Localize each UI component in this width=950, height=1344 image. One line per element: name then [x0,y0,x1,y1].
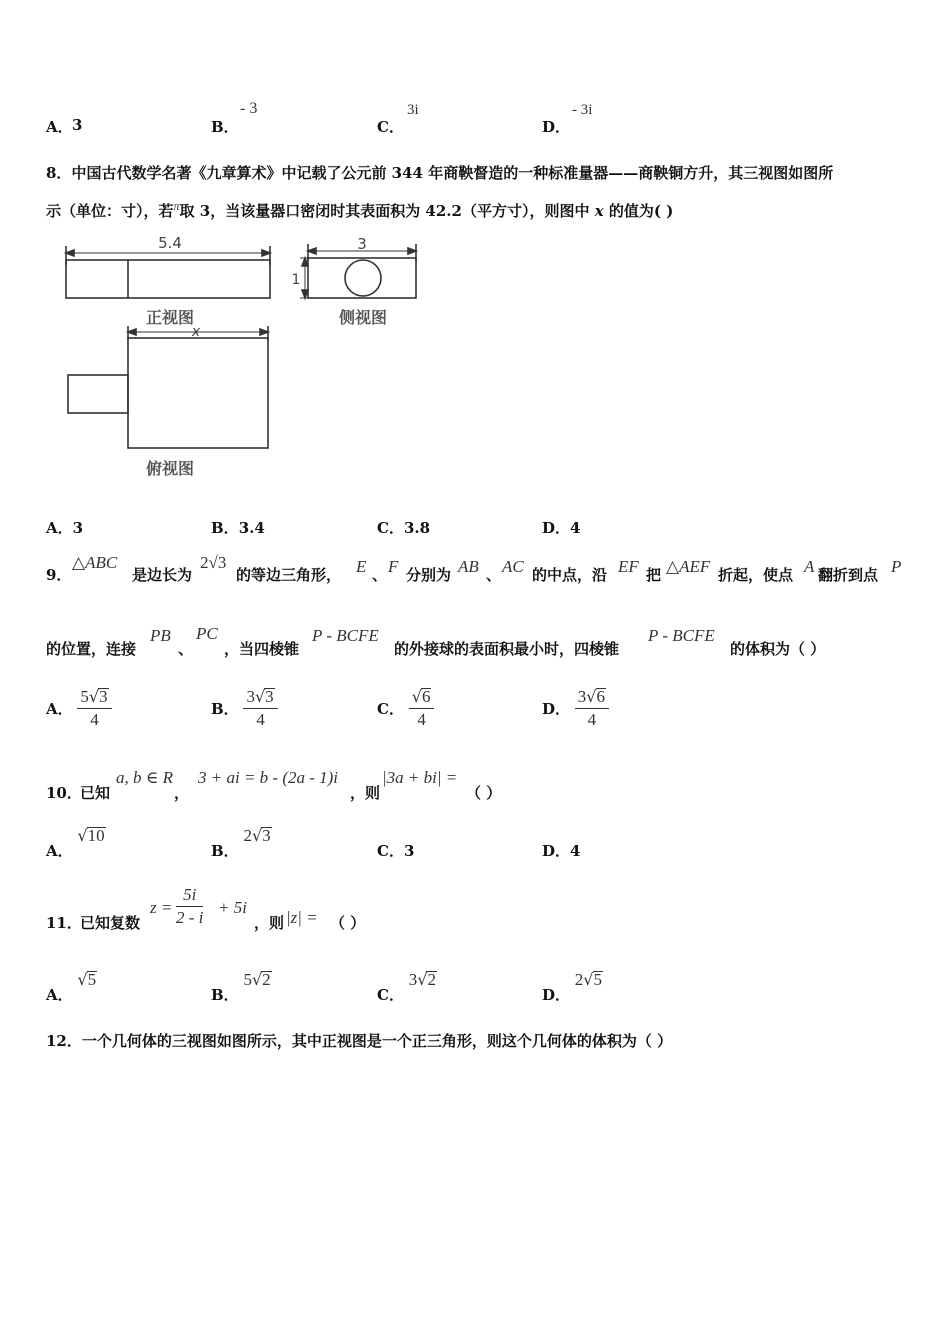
q9-segment-pc: PC [196,624,218,643]
q9-point-a: A [804,557,815,576]
q11-text2: ，则 [254,914,285,932]
q11-z-eq: z = [150,898,173,917]
q9-text4: 的中点，沿 [532,566,608,584]
q11-fraction: $\frac{5i}{2 - i}$ [176,885,204,927]
q9-text10: 的外接球的表面积最小时，四棱锥 [394,640,620,658]
q8-x: x [594,202,604,220]
q11-number: 11． [46,914,82,932]
q11-option-a: A． √5 [46,970,97,1004]
q10-option-b: B． 2√3 [211,826,271,860]
q12-number: 12． [46,1032,82,1050]
q8-stem-line2c: 的值为( ) [608,202,674,220]
q9-pyramid2: P - BCFE [648,626,715,645]
q10-number: 10． [46,784,82,802]
q9-option-d: D． $\frac{3√6}{4}$ [542,686,609,731]
top-view-dim: x [191,324,201,340]
q9-text6: 折起，使点 [718,566,794,584]
q9-segment-pb: PB [150,626,171,645]
q9-segment-ac: AC [502,557,524,576]
q8-option-a: A．3 [46,519,84,537]
q11-option-d: D． 2√5 [542,970,602,1004]
q8-stem-line1: 中国古代数学名著《九章算术》中记载了公元前 344 年商鞅督造的一种标准量器——商鞅铜方升，其三视图如图所 [71,164,834,182]
q9-option-a: A． $\frac{5√3}{4}$ [46,686,112,731]
q10-line [46,766,926,806]
q9-text1: 是边长为 [132,566,193,584]
q8-option-d: D．4 [542,519,581,537]
q7-option-a-value: 3 [72,116,83,134]
side-view-label: 侧视图 [338,308,388,327]
q9-segment-ef: EF [618,557,639,576]
q10-ask: |3a + bi| = [382,768,458,787]
q7-option-b-label: B． [211,118,239,136]
q8-line1 [46,162,833,183]
q7-option-d-label: D． [542,118,571,136]
q7-option-d-value: - 3i [572,102,593,118]
q10-text2: ，则 [350,784,381,802]
q9-text3: 分别为 [406,566,452,584]
q12-line [46,1030,672,1051]
front-view [66,246,270,298]
q9-sep1: 、 [372,566,388,584]
q11-line [46,884,926,940]
side-view-height: 1 [291,272,301,288]
front-view-dim: 5.4 [158,234,182,252]
q9-sep2: 、 [486,566,502,584]
q11-ask: |z| = [286,908,318,927]
q9-text8: 的位置，连接 [46,640,137,658]
top-view-label: 俯视图 [145,459,195,478]
q10-condition: a, b ∈ R [116,768,173,787]
q9-side-length: 2√3 [200,553,227,572]
q8-option-b: B．3.4 [211,519,265,537]
q9-text11: 的体积为（ ） [730,640,826,658]
q9-number: 9． [46,566,72,584]
q10-text3: （ ） [466,784,502,802]
q12-text: 一个几何体的三视图如图所示，其中正视图是一个正三角形，则这个几何体的体积为（ ） [81,1032,673,1050]
q9-pyramid1: P - BCFE [312,626,379,645]
q9-line1 [46,553,926,593]
q9-triangle-aef: △AEF [666,557,711,576]
q9-point-e: E [356,557,367,576]
front-view-label: 正视图 [145,308,195,327]
q10-equation: 3 + ai = b - (2a - 1)i [198,768,339,787]
q9-option-b: B． $\frac{3√3}{4}$ [211,686,278,731]
q8-stem-line2a: 示（单位：寸），若 [46,202,174,220]
q11-plus-term: + 5i [218,898,247,917]
q7-option-c-value: 3i [407,102,419,118]
q10-option-d: D．4 [542,842,581,860]
top-view [68,326,268,448]
q9-point-p: P [891,557,902,576]
q9-option-c: C． $\frac{√6}{4}$ [377,686,434,731]
q11-option-b: B． 5√2 [211,970,271,1004]
q10-option-c: C．3 [377,842,415,860]
side-view-dim: 3 [357,235,367,253]
q9-line2 [46,624,926,664]
q8-line2 [46,199,673,221]
q11-text3: （ ） [330,914,366,932]
q8-stem-line2b: 取 3，当该量器口密闭时其表面积为 42.2（平方寸），则图中 [179,202,590,220]
q9-text2: 的等边三角形， [236,566,342,584]
q9-segment-ab: AB [458,557,479,576]
q8-number: 8． [46,164,72,182]
q9-point-f: F [388,557,399,576]
q9-text5: 把 [646,566,662,584]
q11-text1: 已知复数 [80,914,141,932]
q9-triangle-abc: △ABC [72,553,118,572]
q7-option-b-value: - 3 [240,100,258,117]
q8-pi: π [173,199,180,213]
q7-option-a-label: A． [46,118,73,136]
q8-option-c: C．3.8 [377,519,431,537]
q10-option-a: A． √10 [46,826,105,860]
q11-option-c: C． 3√2 [377,970,436,1004]
q9-sep3: 、 [178,640,194,658]
q8-three-view-figure [60,228,430,488]
q10-text1: 已知 [80,784,111,802]
q9-text7: 翻折到点 [818,566,879,584]
q7-option-c-label: C． [377,118,404,136]
q9-text9: ，当四棱锥 [224,640,300,658]
q10-comma: ， [174,784,190,802]
